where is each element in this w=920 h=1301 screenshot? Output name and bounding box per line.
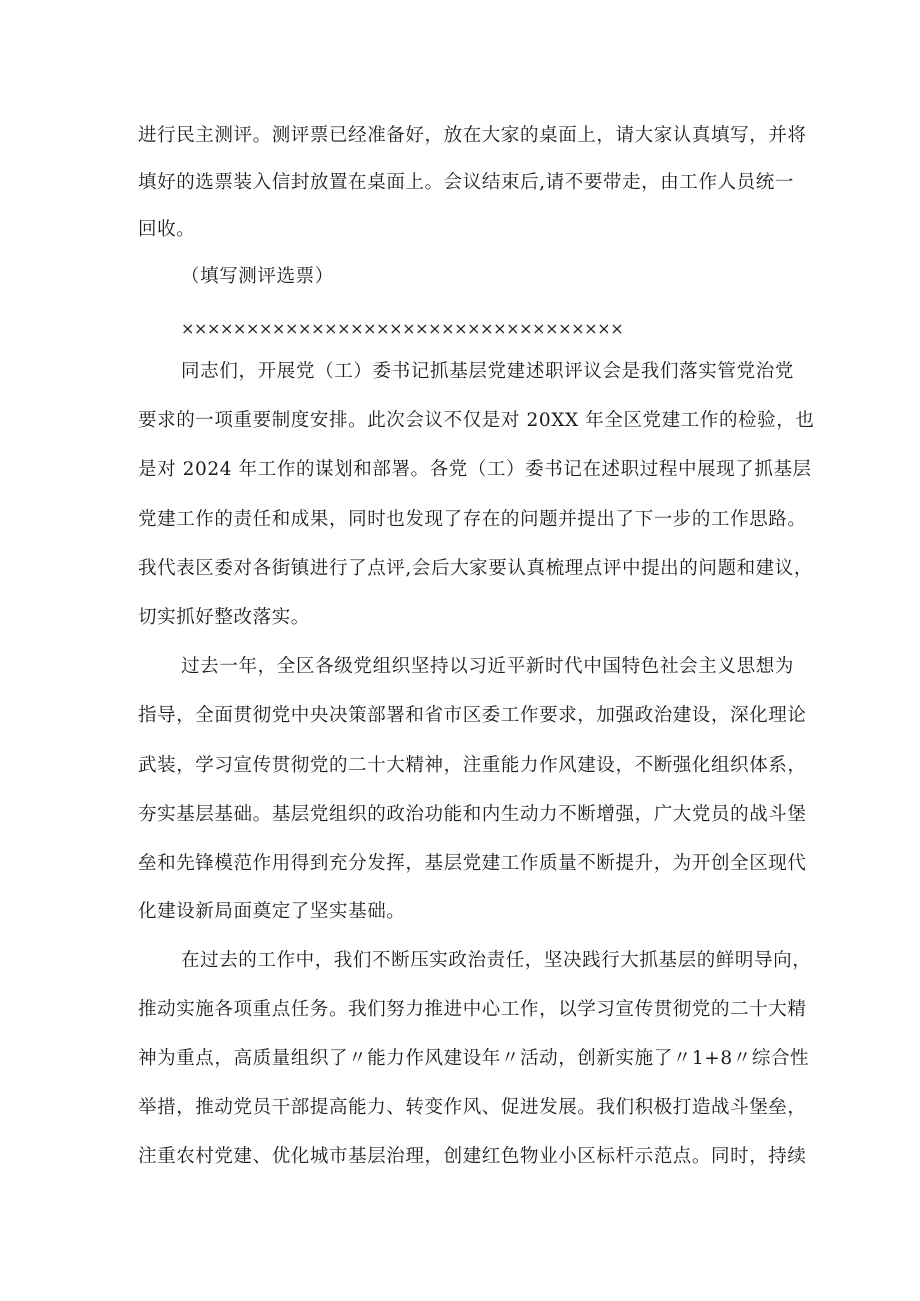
text-line-13: 指导，全面贯彻党中央决策部署和省市区委工作要求，加强政治建设，深化理论 — [138, 705, 807, 726]
text-line-17: 化建设新局面奠定了坚实基础。 — [138, 901, 406, 922]
text-line-16: 垒和先锋模范作用得到充分发挥，基层党建工作质量不断提升，为开创全区现代 — [138, 853, 807, 874]
text-line-15: 夯实基层基础。基层党组织的政治功能和内生动力不断增强，广大党员的战斗堡 — [138, 804, 807, 825]
text-line-7: 要求的一项重要制度安排。此次会议不仅是对 20XX 年全区党建工作的检验，也 — [138, 410, 815, 431]
text-line-21: 举措，推动党员干部提高能力、转变作风、促进发展。我们积极打造战斗堡垒， — [138, 1097, 807, 1118]
stage-direction: （填写测评选票） — [181, 266, 334, 287]
text-line-22: 注重农村党建、优化城市基层治理，创建红色物业小区标杆示范点。同时，持续 — [138, 1146, 807, 1167]
text-line-19: 推动实施各项重点任务。我们努力推进中心工作，以学习宣传贯彻党的二十大精 — [138, 999, 807, 1020]
text-line-8: 是对 2024 年工作的谋划和部署。各党（工）委书记在述职过程中展现了抓基层 — [138, 459, 812, 480]
text-line-6: 同志们，开展党（工）委书记抓基层党建述职评议会是我们落实管党治党 — [181, 361, 794, 382]
text-line-1: 进行民主测评。测评票已经准备好，放在大家的桌面上，请大家认真填写，并将 — [138, 125, 807, 146]
text-line-20: 神为重点，高质量组织了〃能力作风建设年〃活动，创新实施了〃1+8〃综合性 — [138, 1048, 810, 1069]
text-line-9: 党建工作的责任和成果，同时也发现了存在的问题并提出了下一步的工作思路。 — [138, 509, 807, 530]
text-line-3: 回收。 — [138, 219, 196, 240]
text-line-2: 填好的选票装入信封放置在桌面上。会议结束后,请不要带走，由工作人员统一 — [138, 172, 794, 193]
text-line-12: 过去一年，全区各级党组织坚持以习近平新时代中国特色社会主义思想为 — [181, 656, 794, 677]
text-line-18: 在过去的工作中，我们不断压实政治责任，坚决践行大抓基层的鲜明导向， — [181, 950, 812, 971]
text-line-10: 我代表区委对各街镇进行了点评,会后大家要认真梳理点评中提出的问题和建议， — [138, 558, 813, 579]
text-line-11: 切实抓好整改落实。 — [138, 607, 310, 628]
text-line-14: 武装，学习宣传贯彻党的二十大精神，注重能力作风建设，不断强化组织体系， — [138, 755, 807, 776]
separator-line: ×××××××××××××××××××××××××××××××××× — [181, 319, 624, 338]
